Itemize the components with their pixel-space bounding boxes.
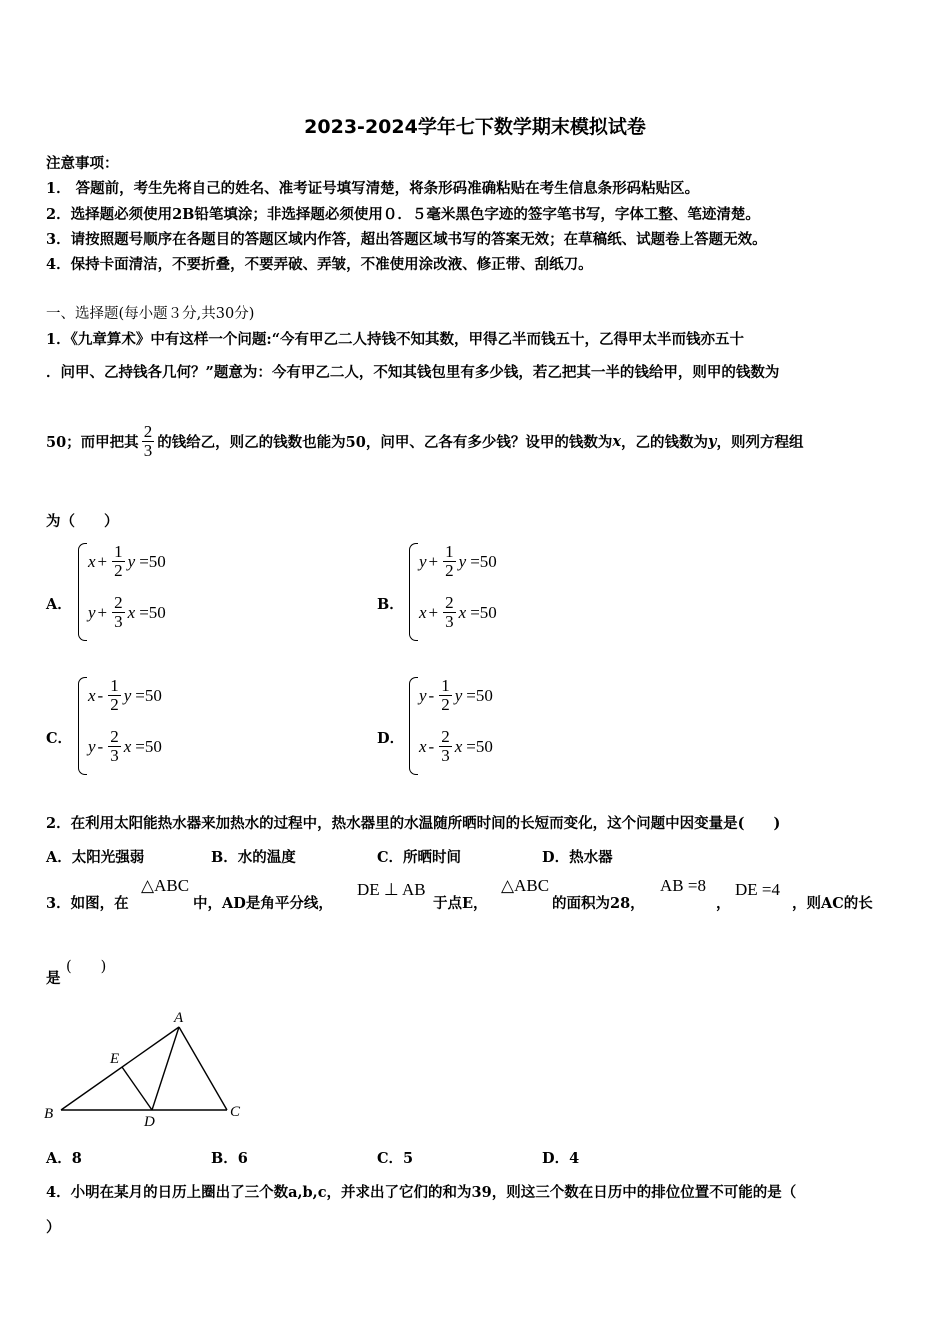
q3-part: 于点E， [433, 895, 488, 912]
fraction-denominator: 3 [445, 612, 454, 631]
segment-ad [152, 1027, 179, 1110]
q3-part: 的面积为28， [552, 895, 645, 912]
notice-item: 2．选择题必须使用2B铅笔填涂；非选择题必须使用０．５毫米黑色字迹的签字笔书写，字体工整、笔迹清楚。 [46, 206, 760, 223]
q3-part: 3．如图，在 [46, 895, 129, 912]
q2-option-d[interactable]: D．热水器 [542, 849, 613, 866]
eq-var: y [419, 551, 427, 571]
q1-line3-part: 的钱给乙，则乙的钱数也能为50，问甲、乙各有多少钱？设甲的钱数为 [157, 434, 613, 451]
fraction [142, 423, 155, 460]
fraction-denominator: 3 [114, 612, 123, 631]
q3-option-a[interactable]: A．8 [46, 1150, 82, 1167]
q1-option-a-system[interactable] [78, 543, 258, 643]
eq-var: x [454, 736, 463, 756]
label-a: A [174, 1010, 184, 1026]
eq-rhs: =50 [466, 685, 493, 705]
fraction-denominator: 2 [445, 561, 454, 580]
fraction-numerator: 1 [110, 676, 119, 695]
q1-line3-part: ，则列方程组 [716, 434, 804, 451]
q1-option-d-system[interactable] [409, 677, 589, 777]
q3-part: ， [716, 895, 731, 912]
eq-var: y [127, 551, 136, 571]
equation [419, 728, 493, 765]
q3-perpendicular: DE ⊥ AB [357, 880, 426, 899]
equation [419, 594, 497, 631]
q3-line2: 是 [46, 970, 61, 987]
eq-var: y [454, 685, 463, 705]
eq-operator: + [97, 551, 108, 571]
eq-operator: + [428, 551, 439, 571]
fraction-denominator: 2 [441, 695, 450, 714]
q2-option-b[interactable]: B．水的温度 [211, 849, 296, 866]
eq-rhs: =50 [466, 736, 493, 756]
triangle-figure [40, 1008, 250, 1130]
fraction [443, 594, 456, 631]
eq-var: y [123, 685, 132, 705]
q2-option-c[interactable]: C．所晒时间 [377, 849, 462, 866]
q3-triangle-abc-2: △ABC [501, 876, 550, 895]
q4-line2: ） [46, 1219, 61, 1236]
fraction-denominator: 3 [441, 746, 450, 765]
fraction-denominator: 2 [114, 561, 123, 580]
q2-option-a[interactable]: A．太阳光强弱 [46, 849, 145, 866]
eq-rhs: =50 [470, 551, 497, 571]
equation [88, 594, 166, 631]
label-d: D [144, 1114, 155, 1130]
q1-line4: 为（ ） [46, 513, 119, 530]
notice-heading: 注意事项： [46, 155, 119, 172]
fraction-denominator: 2 [110, 695, 119, 714]
eq-var: y [88, 736, 96, 756]
eq-var: y [88, 602, 96, 622]
fraction [108, 728, 121, 765]
brace [78, 677, 87, 775]
eq-rhs: =50 [139, 602, 166, 622]
fraction-numerator: 2 [114, 593, 123, 612]
fraction-numerator: 2 [441, 727, 450, 746]
variable-y: y [708, 433, 717, 450]
q1-option-b-label[interactable]: B． [377, 596, 404, 613]
fraction-numerator: 2 [445, 593, 454, 612]
fraction [439, 677, 452, 714]
label-c: C [230, 1104, 241, 1120]
eq-operator: - [97, 685, 104, 705]
eq-operator: + [428, 602, 439, 622]
q1-option-d-label[interactable]: D． [377, 730, 405, 747]
notice-item: 1． 答题前，考生先将自己的姓名、准考证号填写清楚，将条形码准确粘贴在考生信息条形码粘贴区。 [46, 180, 700, 197]
q3-de-length: DE =4 [735, 880, 780, 899]
eq-rhs: =50 [135, 685, 162, 705]
fraction [443, 543, 456, 580]
eq-var: x [127, 602, 136, 622]
eq-rhs: =50 [135, 736, 162, 756]
q3-ab-length: AB =8 [660, 876, 706, 895]
label-b: B [44, 1106, 54, 1122]
eq-var: x [88, 551, 96, 571]
q3-option-d[interactable]: D．4 [542, 1150, 580, 1167]
eq-operator: + [97, 602, 108, 622]
q3-part: ，则AC的长 [792, 895, 873, 912]
q1-option-c-system[interactable] [78, 677, 258, 777]
segment-de [122, 1067, 152, 1110]
brace [409, 543, 418, 641]
eq-var: x [123, 736, 132, 756]
q3-triangle-abc: △ABC [141, 876, 190, 895]
equation [419, 543, 497, 580]
fraction-numerator: 1 [441, 676, 450, 695]
fraction-numerator: 1 [114, 542, 123, 561]
fraction-numerator: 1 [445, 542, 454, 561]
eq-rhs: =50 [470, 602, 497, 622]
q4-line1: 4．小明在某月的日历上圈出了三个数a,b,c，并求出了它们的和为39，则这三个数在日历中的排位位置不可能的是（ [46, 1184, 797, 1201]
label-e: E [110, 1051, 120, 1067]
q1-option-c-label[interactable]: C． [46, 730, 73, 747]
fraction-denominator: 3 [110, 746, 119, 765]
equation [419, 677, 493, 714]
eq-var: y [458, 551, 467, 571]
q3-part: 中，AD是角平分线， [193, 895, 333, 912]
fraction-numerator: 2 [143, 422, 153, 441]
fraction-numerator: 2 [110, 727, 119, 746]
segment-ac [179, 1027, 227, 1110]
brace [78, 543, 87, 641]
notice-item: 4．保持卡面清洁，不要折叠，不要弄破、弄皱，不准使用涂改液、修正带、刮纸刀。 [46, 256, 593, 273]
notice-item: 3．请按照题号顺序在各题目的答题区域内作答，超出答题区域书写的答案无效；在草稿纸、试题卷上答题无效。 [46, 231, 767, 248]
fraction [112, 594, 125, 631]
eq-var: x [458, 602, 467, 622]
eq-var: x [419, 736, 427, 756]
q1-line3-part: ，乙的钱数为 [621, 434, 709, 451]
fraction-denominator: 3 [143, 441, 153, 460]
q1-line3-part: 50；而甲把其 [46, 434, 139, 451]
q3-option-b[interactable]: B．6 [211, 1150, 248, 1167]
equation [88, 728, 162, 765]
fraction [108, 677, 121, 714]
fraction [439, 728, 452, 765]
eq-var: x [419, 602, 427, 622]
eq-operator: - [428, 685, 435, 705]
page-title: 2023-2024学年七下数学期末模拟试卷 [304, 116, 646, 138]
eq-operator: - [97, 736, 104, 756]
q1-option-b-system[interactable] [409, 543, 589, 643]
section-heading: 一、选择题(每小题３分,共30分) [46, 306, 255, 322]
eq-var: x [88, 685, 96, 705]
eq-operator: - [428, 736, 435, 756]
q3-option-c[interactable]: C．5 [377, 1150, 414, 1167]
fraction [112, 543, 125, 580]
equation [88, 677, 162, 714]
q1-line3 [46, 423, 803, 460]
q1-line1: 1．《九章算术》中有这样一个问题:“今有甲乙二人持钱不知其数，甲得乙半而钱五十，乙得甲太半而钱亦五十 [46, 331, 745, 348]
eq-var: y [419, 685, 427, 705]
q3-answer-paren: ( ) [66, 959, 107, 975]
brace [409, 677, 418, 775]
q1-option-a-label[interactable]: A． [46, 596, 72, 613]
equation [88, 543, 166, 580]
q1-line2: ．问甲、乙持钱各几何？”题意为：今有甲乙二人，不知其钱包里有多少钱，若乙把其一半的钱给甲，则甲的钱数为 [46, 364, 780, 381]
q2-text: 2．在利用太阳能热水器来加热水的过程中，热水器里的水温随所晒时间的长短而变化，这个问题中因变量是( ) [46, 815, 781, 832]
eq-rhs: =50 [139, 551, 166, 571]
segment-ab [61, 1027, 179, 1110]
variable-x: x [612, 433, 622, 450]
